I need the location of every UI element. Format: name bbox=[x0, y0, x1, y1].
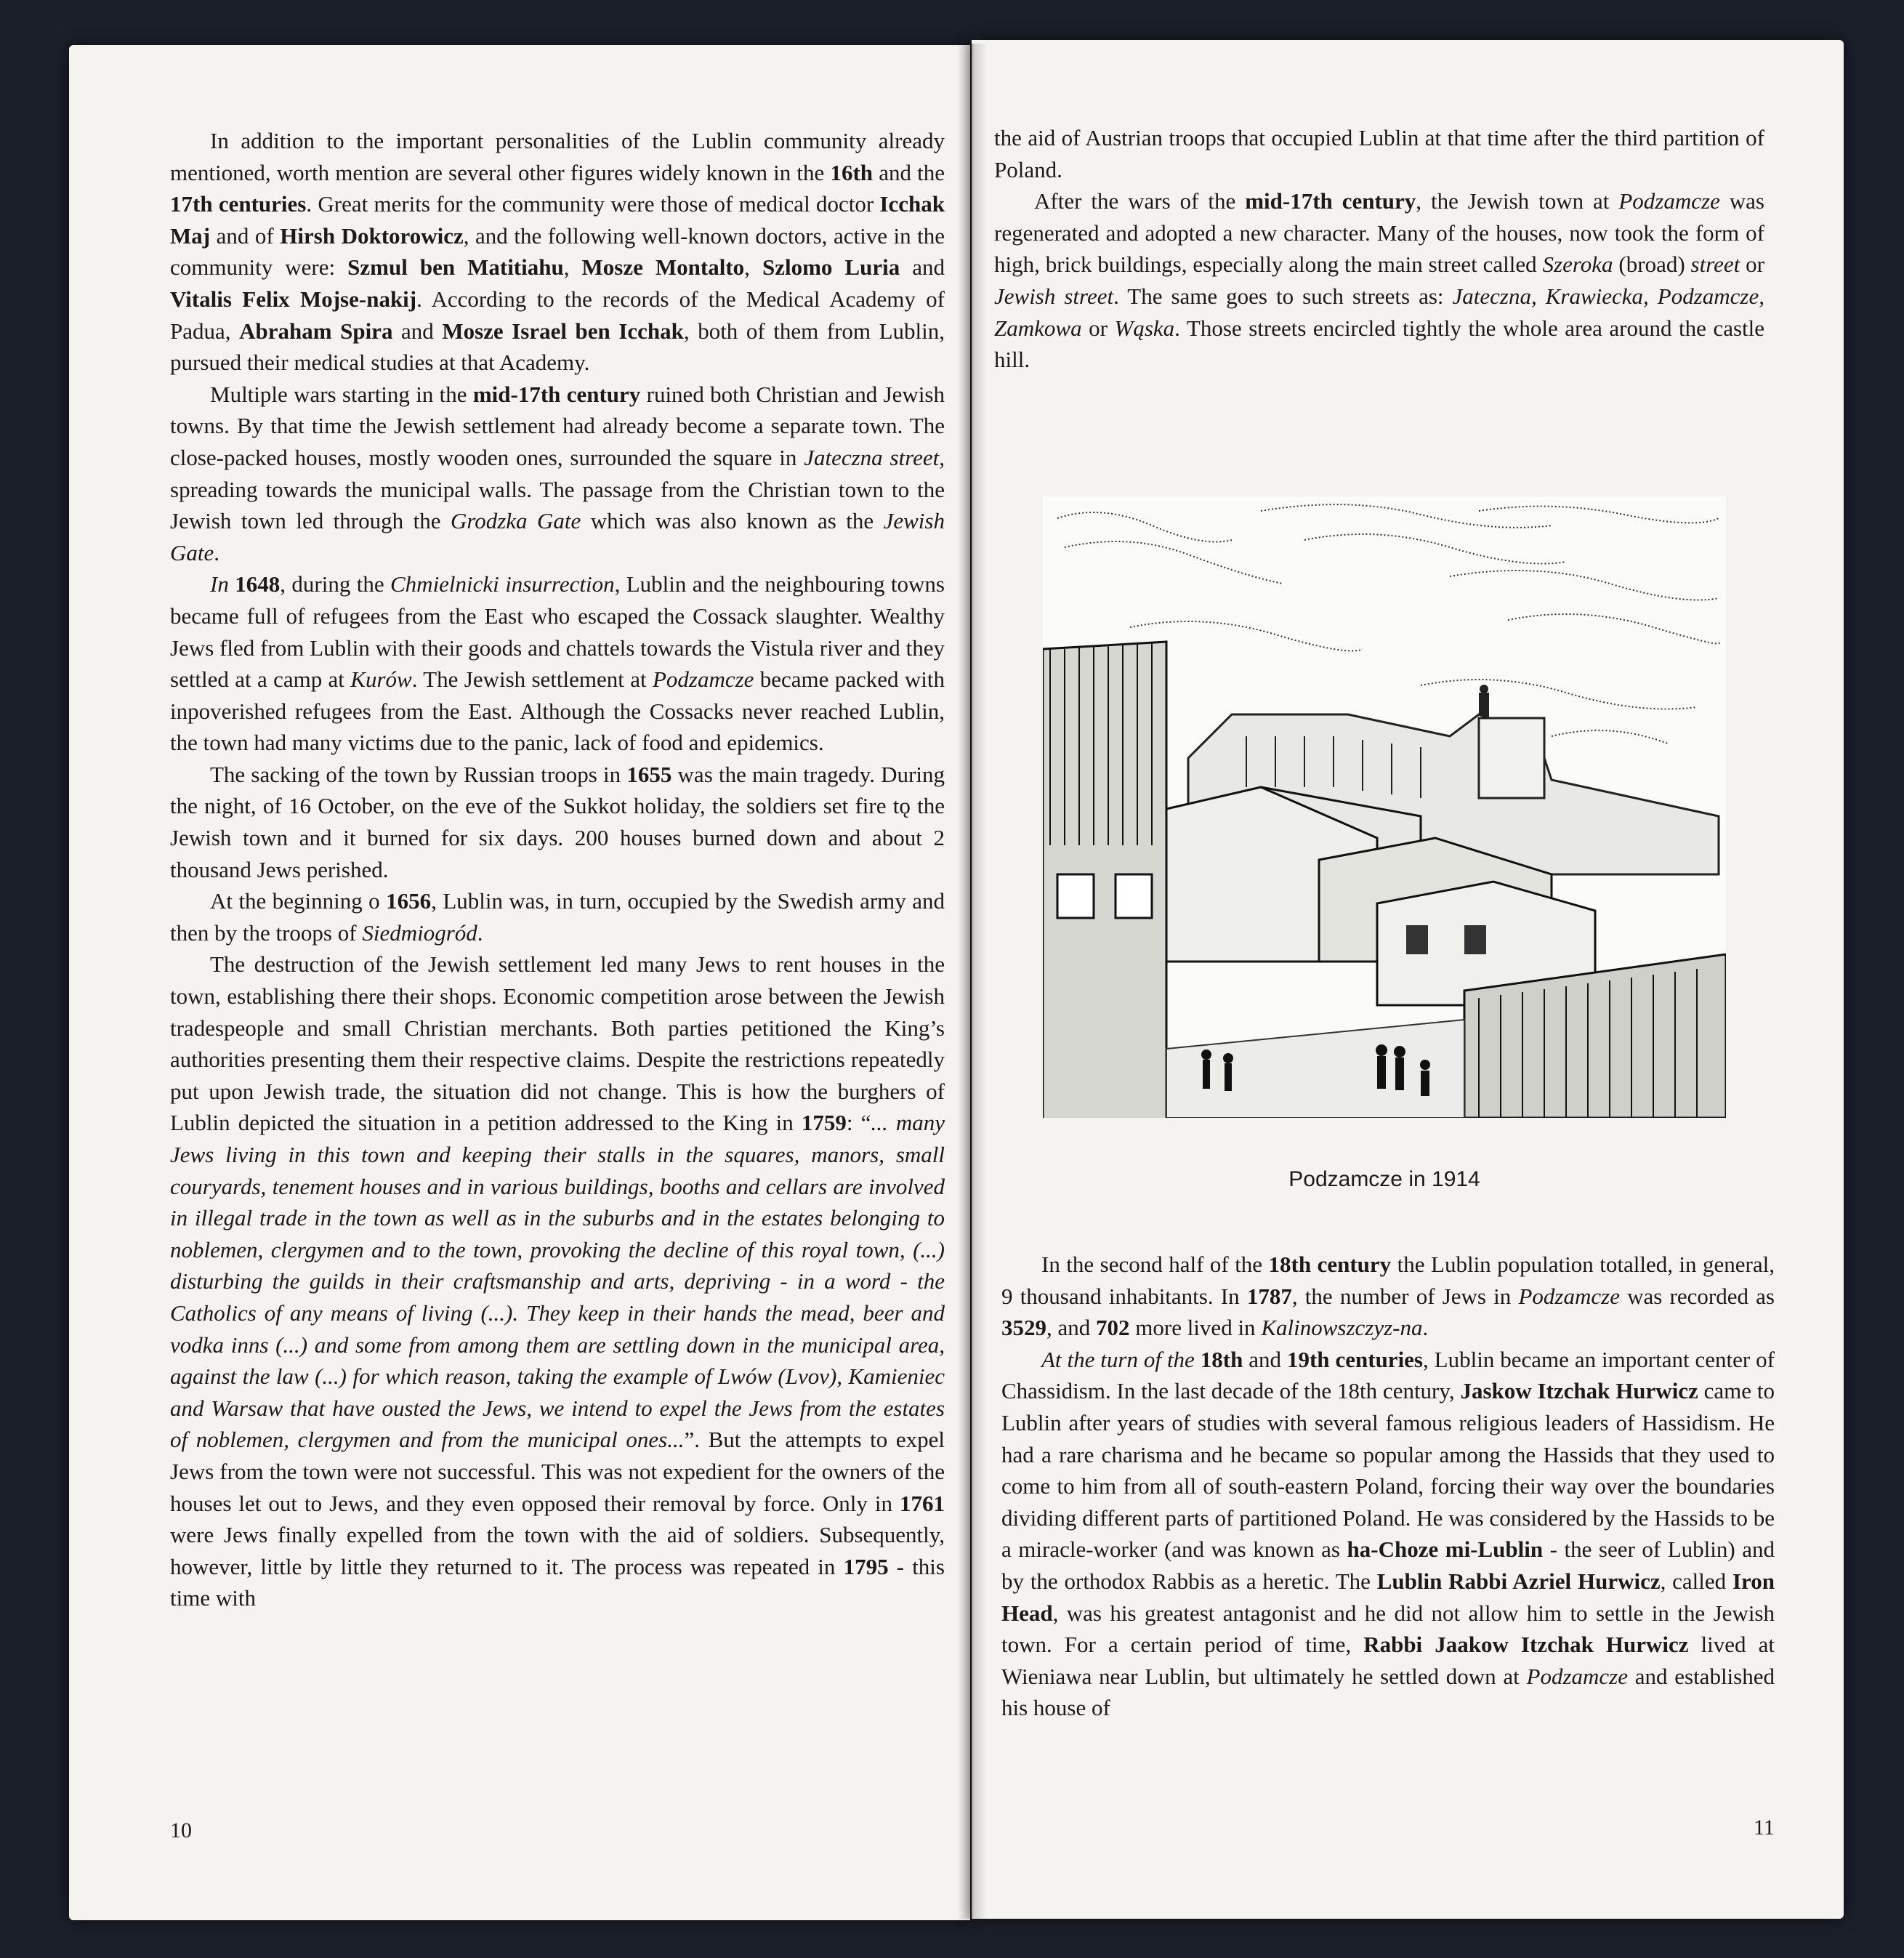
bold-text: 1656 bbox=[386, 888, 432, 914]
text-run: , spreading towards the municipal walls. The passage from the Christian town to the Jewish town led through the bbox=[170, 444, 945, 534]
text-run: . The Jewish settlement at bbox=[411, 666, 653, 693]
page-number-left: 10 bbox=[170, 1818, 192, 1842]
text-run: , and the following well-known doctors, active in the community were: bbox=[170, 222, 945, 281]
podzamcze-illustration bbox=[1043, 496, 1726, 1118]
paragraph bbox=[170, 948, 945, 1613]
bold-text: Icchak Maj bbox=[170, 191, 945, 249]
paragraph bbox=[170, 568, 945, 759]
bold-text: Iron Head bbox=[1001, 1568, 1775, 1626]
text-run: , bbox=[744, 254, 762, 281]
bold-text: 16th bbox=[830, 159, 874, 185]
bold-text: 1787 bbox=[1246, 1283, 1292, 1309]
text-run: and established his house of bbox=[1001, 1663, 1775, 1721]
left-page-text bbox=[170, 125, 945, 1614]
text-run: and of bbox=[210, 222, 281, 249]
text-run: came to Lublin after years of studies with several famous religious leaders of Hassidism. He had a rare charisma and he became so popular among the Hassids that they used to come to him from all of south-eastern Poland, forcing their way over the boundaries dividing different parts of partitioned Poland. He was considered by the Hassids to be a miracle-worker (and was known as bbox=[1001, 1378, 1775, 1563]
text-run: : “ bbox=[846, 1110, 871, 1136]
italic-text: Podzamcze bbox=[1526, 1663, 1629, 1689]
bold-text: Mosze Israel ben Icchak bbox=[442, 318, 684, 344]
italic-text: Siedmiogród bbox=[362, 919, 477, 946]
bold-text: Abraham Spira bbox=[239, 318, 393, 344]
bold-text: 18th century bbox=[1268, 1252, 1392, 1277]
italic-text: In bbox=[210, 571, 229, 597]
paragraph bbox=[1001, 1249, 1775, 1344]
paragraph bbox=[170, 885, 945, 948]
italic-text: At the turn of the bbox=[1041, 1346, 1195, 1372]
podzamcze-drawing bbox=[1043, 496, 1726, 1118]
bold-text: Mosze Montalto bbox=[581, 254, 745, 281]
text-run: was the main tragedy. During the night, of 16 October, on the eve of the Sukkot holiday, the soldiers set fire tǫ the Jewish town and it burned for six days. 200 houses burned down and about 2 thousand Jews perished. bbox=[170, 761, 945, 882]
italic-text: Kurów bbox=[350, 666, 412, 693]
italic-text: Szeroka bbox=[1542, 251, 1613, 278]
text-run: ”. But the attempts to expel Jews from the town were not successful. This was not expedient for the owners of the houses let out to Jews, and they even opposed their removal by force. Only in bbox=[170, 1427, 945, 1516]
italic-text: Jateczna, Krawiecka, Podzamcze, Zamkowa bbox=[994, 283, 1765, 341]
text-run: , the Jewish town at bbox=[1416, 188, 1619, 214]
bold-text: 1795 bbox=[843, 1553, 889, 1579]
bold-text: Rabbi Jaakow Itzchak Hurwicz bbox=[1363, 1632, 1689, 1658]
text-run: . Those streets encircled tightly the whole area around the castle hill. bbox=[994, 315, 1765, 373]
italic-text: Wąska bbox=[1114, 315, 1175, 341]
text-run: . According to the records of the Medical Academy of Padua, bbox=[170, 286, 945, 344]
bold-text: Szlomo Luria bbox=[762, 254, 900, 281]
text-run: or bbox=[1081, 315, 1115, 341]
text-run: . bbox=[477, 919, 483, 946]
bold-text: ha-Choze mi-Lublin bbox=[1347, 1536, 1544, 1563]
text-run: lived at Wieniawa near Lublin, but ultimately he settled down at bbox=[1001, 1632, 1775, 1689]
paragraph bbox=[1001, 1344, 1775, 1724]
text-run: ruined both Christian and Jewish towns. By that time the Jewish settlement had already become a separate town. The close-packed houses, mostly wooden ones, surrounded the square in bbox=[170, 381, 945, 470]
text-run: The sacking of the town by Russian troops in bbox=[210, 761, 627, 787]
text-run: The destruction of the Jewish settlement led many Jews to rent houses in the town, establishing there their shops. Economic competition arose between the Jewish tradespeople and small Christian merchants. Both parties petitioned the King’s authorities presenting them their respective claims. Despite the restrictions repeatedly put upon Jewish trade, the situation did not change. This is how the burghers of Lublin depicted the situation in a petition addressed to the King in bbox=[170, 951, 945, 1136]
text-run: , both of them from Lublin, pursued their medical studies at that Academy. bbox=[170, 318, 945, 376]
text-run: . The same goes to such streets as: bbox=[1113, 283, 1453, 309]
text-run: , called bbox=[1660, 1568, 1732, 1594]
right-page-top-text bbox=[994, 122, 1764, 376]
italic-text: Grodzka Gate bbox=[450, 508, 581, 534]
illustration-caption: Podzamcze in 1914 bbox=[1288, 1167, 1480, 1191]
text-run: more lived in bbox=[1129, 1315, 1262, 1341]
italic-text: Podzamcze bbox=[1618, 188, 1720, 214]
text-run: (broad) bbox=[1613, 251, 1691, 278]
text-run: After the wars of the bbox=[1034, 188, 1246, 214]
text-run: - this time with bbox=[170, 1553, 945, 1611]
italic-text: Kalinowszczyz-na bbox=[1261, 1315, 1423, 1341]
right-page-bottom-text bbox=[1001, 1249, 1775, 1724]
text-run: , Lublin and the neighbouring towns became full of refugees from the East who escaped the Cossack slaughter. Wealthy Jews fled from Lublin with their goods and chattels towards the Vistula river and they settled at a camp at bbox=[170, 571, 945, 693]
bold-text: 1761 bbox=[900, 1490, 945, 1516]
text-run: or bbox=[1740, 251, 1764, 278]
bold-text: 17th centuries bbox=[170, 191, 307, 217]
text-run: , Lublin was, in turn, occupied by the Swedish army and then by the troops of bbox=[170, 888, 945, 946]
text-run: , bbox=[563, 254, 582, 281]
text-run bbox=[229, 571, 235, 597]
paragraph bbox=[170, 379, 945, 569]
text-run: Multiple wars starting in the bbox=[210, 381, 473, 407]
italic-text: Jateczna street bbox=[804, 444, 940, 470]
text-run bbox=[1195, 1347, 1201, 1372]
text-run: , was his greatest antagonist and he did not allow him to settle in the Jewish town. For a certain period of time, bbox=[1001, 1600, 1775, 1658]
bold-text: 1655 bbox=[626, 761, 672, 787]
text-run: and the bbox=[873, 159, 945, 185]
page-number-right: 11 bbox=[1754, 1816, 1775, 1840]
text-run: In the second half of the bbox=[1041, 1252, 1269, 1277]
book-gutter bbox=[958, 44, 987, 1919]
bold-text: 18th bbox=[1200, 1346, 1243, 1372]
text-run: the Lublin population totalled, in general, 9 thousand inhabitants. In bbox=[1001, 1252, 1775, 1309]
text-run: which was also known as the bbox=[581, 508, 884, 534]
text-run: , the number of Jews in bbox=[1291, 1283, 1519, 1309]
italic-text: Jewish street bbox=[994, 283, 1114, 309]
text-run: - the seer of Lublin) and by the orthodox Rabbis as a heretic. The bbox=[1001, 1536, 1775, 1594]
paragraph bbox=[170, 759, 945, 885]
paragraph bbox=[994, 185, 1764, 376]
italic-text: Podzamcze bbox=[1518, 1283, 1620, 1309]
text-run: . Great merits for the community were those of medical doctor bbox=[306, 191, 880, 217]
bold-text: 1759 bbox=[801, 1110, 847, 1136]
bold-text: Szmul ben Matitiahu bbox=[347, 254, 564, 281]
text-run: the aid of Austrian troops that occupied Lublin at that time after the third partition of Poland. bbox=[994, 125, 1764, 182]
text-run: , and bbox=[1046, 1315, 1097, 1341]
paragraph bbox=[170, 125, 945, 379]
italic-text: street bbox=[1690, 251, 1740, 278]
bold-text: Vitalis Felix Mojse-nakij bbox=[170, 286, 417, 312]
text-run: and bbox=[392, 318, 443, 344]
bold-text: mid-17th century bbox=[472, 381, 641, 407]
text-run: and bbox=[900, 254, 945, 281]
text-run: . bbox=[214, 539, 220, 565]
bold-text: 702 bbox=[1096, 1315, 1130, 1341]
bold-text: Jaskow Itzchak Hurwicz bbox=[1460, 1378, 1698, 1404]
italic-text: Chmielnicki insurrection bbox=[390, 571, 615, 597]
italic-text: Podzamcze bbox=[652, 666, 754, 693]
bold-text: 3529 bbox=[1001, 1315, 1046, 1341]
paragraph bbox=[994, 122, 1764, 185]
text-run: became packed with inpoverished refugees from the East. Although the Cossacks never reached Lublin, the town had many victims due to the panic, lack of food and epidemics. bbox=[170, 666, 945, 756]
text-run: . bbox=[1422, 1315, 1429, 1341]
text-run: was regenerated and adopted a new character. Many of the houses, now took the form of high, brick buildings, especially along the main street called bbox=[994, 188, 1764, 278]
text-run: were Jews finally expelled from the town with the aid of soldiers. Subsequently, however, little by little they returned to it. The process was repeated in bbox=[170, 1522, 945, 1579]
bold-text: 19th centuries bbox=[1286, 1346, 1423, 1372]
bold-text: mid-17th century bbox=[1245, 188, 1416, 214]
text-run: , during the bbox=[280, 571, 390, 597]
text-run: was recorded as bbox=[1619, 1283, 1775, 1309]
text-run: In addition to the important personalities of the Lublin community already mentioned, worth mention are several other figures widely known in the bbox=[170, 128, 945, 185]
text-run: , Lublin became an important center of Chassidism. In the last decade of the 18th century, bbox=[1001, 1346, 1775, 1404]
bold-text: 1648 bbox=[235, 571, 281, 597]
bold-text: Lublin Rabbi Azriel Hurwicz bbox=[1376, 1568, 1661, 1594]
text-run: and bbox=[1243, 1346, 1287, 1372]
italic-text: ... many Jews living in this town and keeping their stalls in the squares, manors, small couryards, tenement houses and in various buildings, booths and cellars are involved in illegal trade in the town as well as in the suburbs and in the estates belonging to noblemen, clergymen and to the town, provoking the decline of this royal town, (...) disturbing the guilds in their craftsmanship and arts, depriving - in a word - the Catholics of any means of living (...). They keep in their hands the mead, beer and vodka inns (...) and some from among them are settling down in the municipal area, against the law (...) for which reason, taking the example of Lwów (Lvov), Kamieniec and Warsaw that have ousted the Jews, we intend to expel the Jews from the estates of noblemen, clergymen and from the municipal ones... bbox=[170, 1110, 945, 1453]
bold-text: Hirsh Doktorowicz bbox=[280, 222, 464, 249]
italic-text: Jewish Gate bbox=[170, 508, 945, 565]
text-run: At the beginning o bbox=[210, 888, 387, 914]
